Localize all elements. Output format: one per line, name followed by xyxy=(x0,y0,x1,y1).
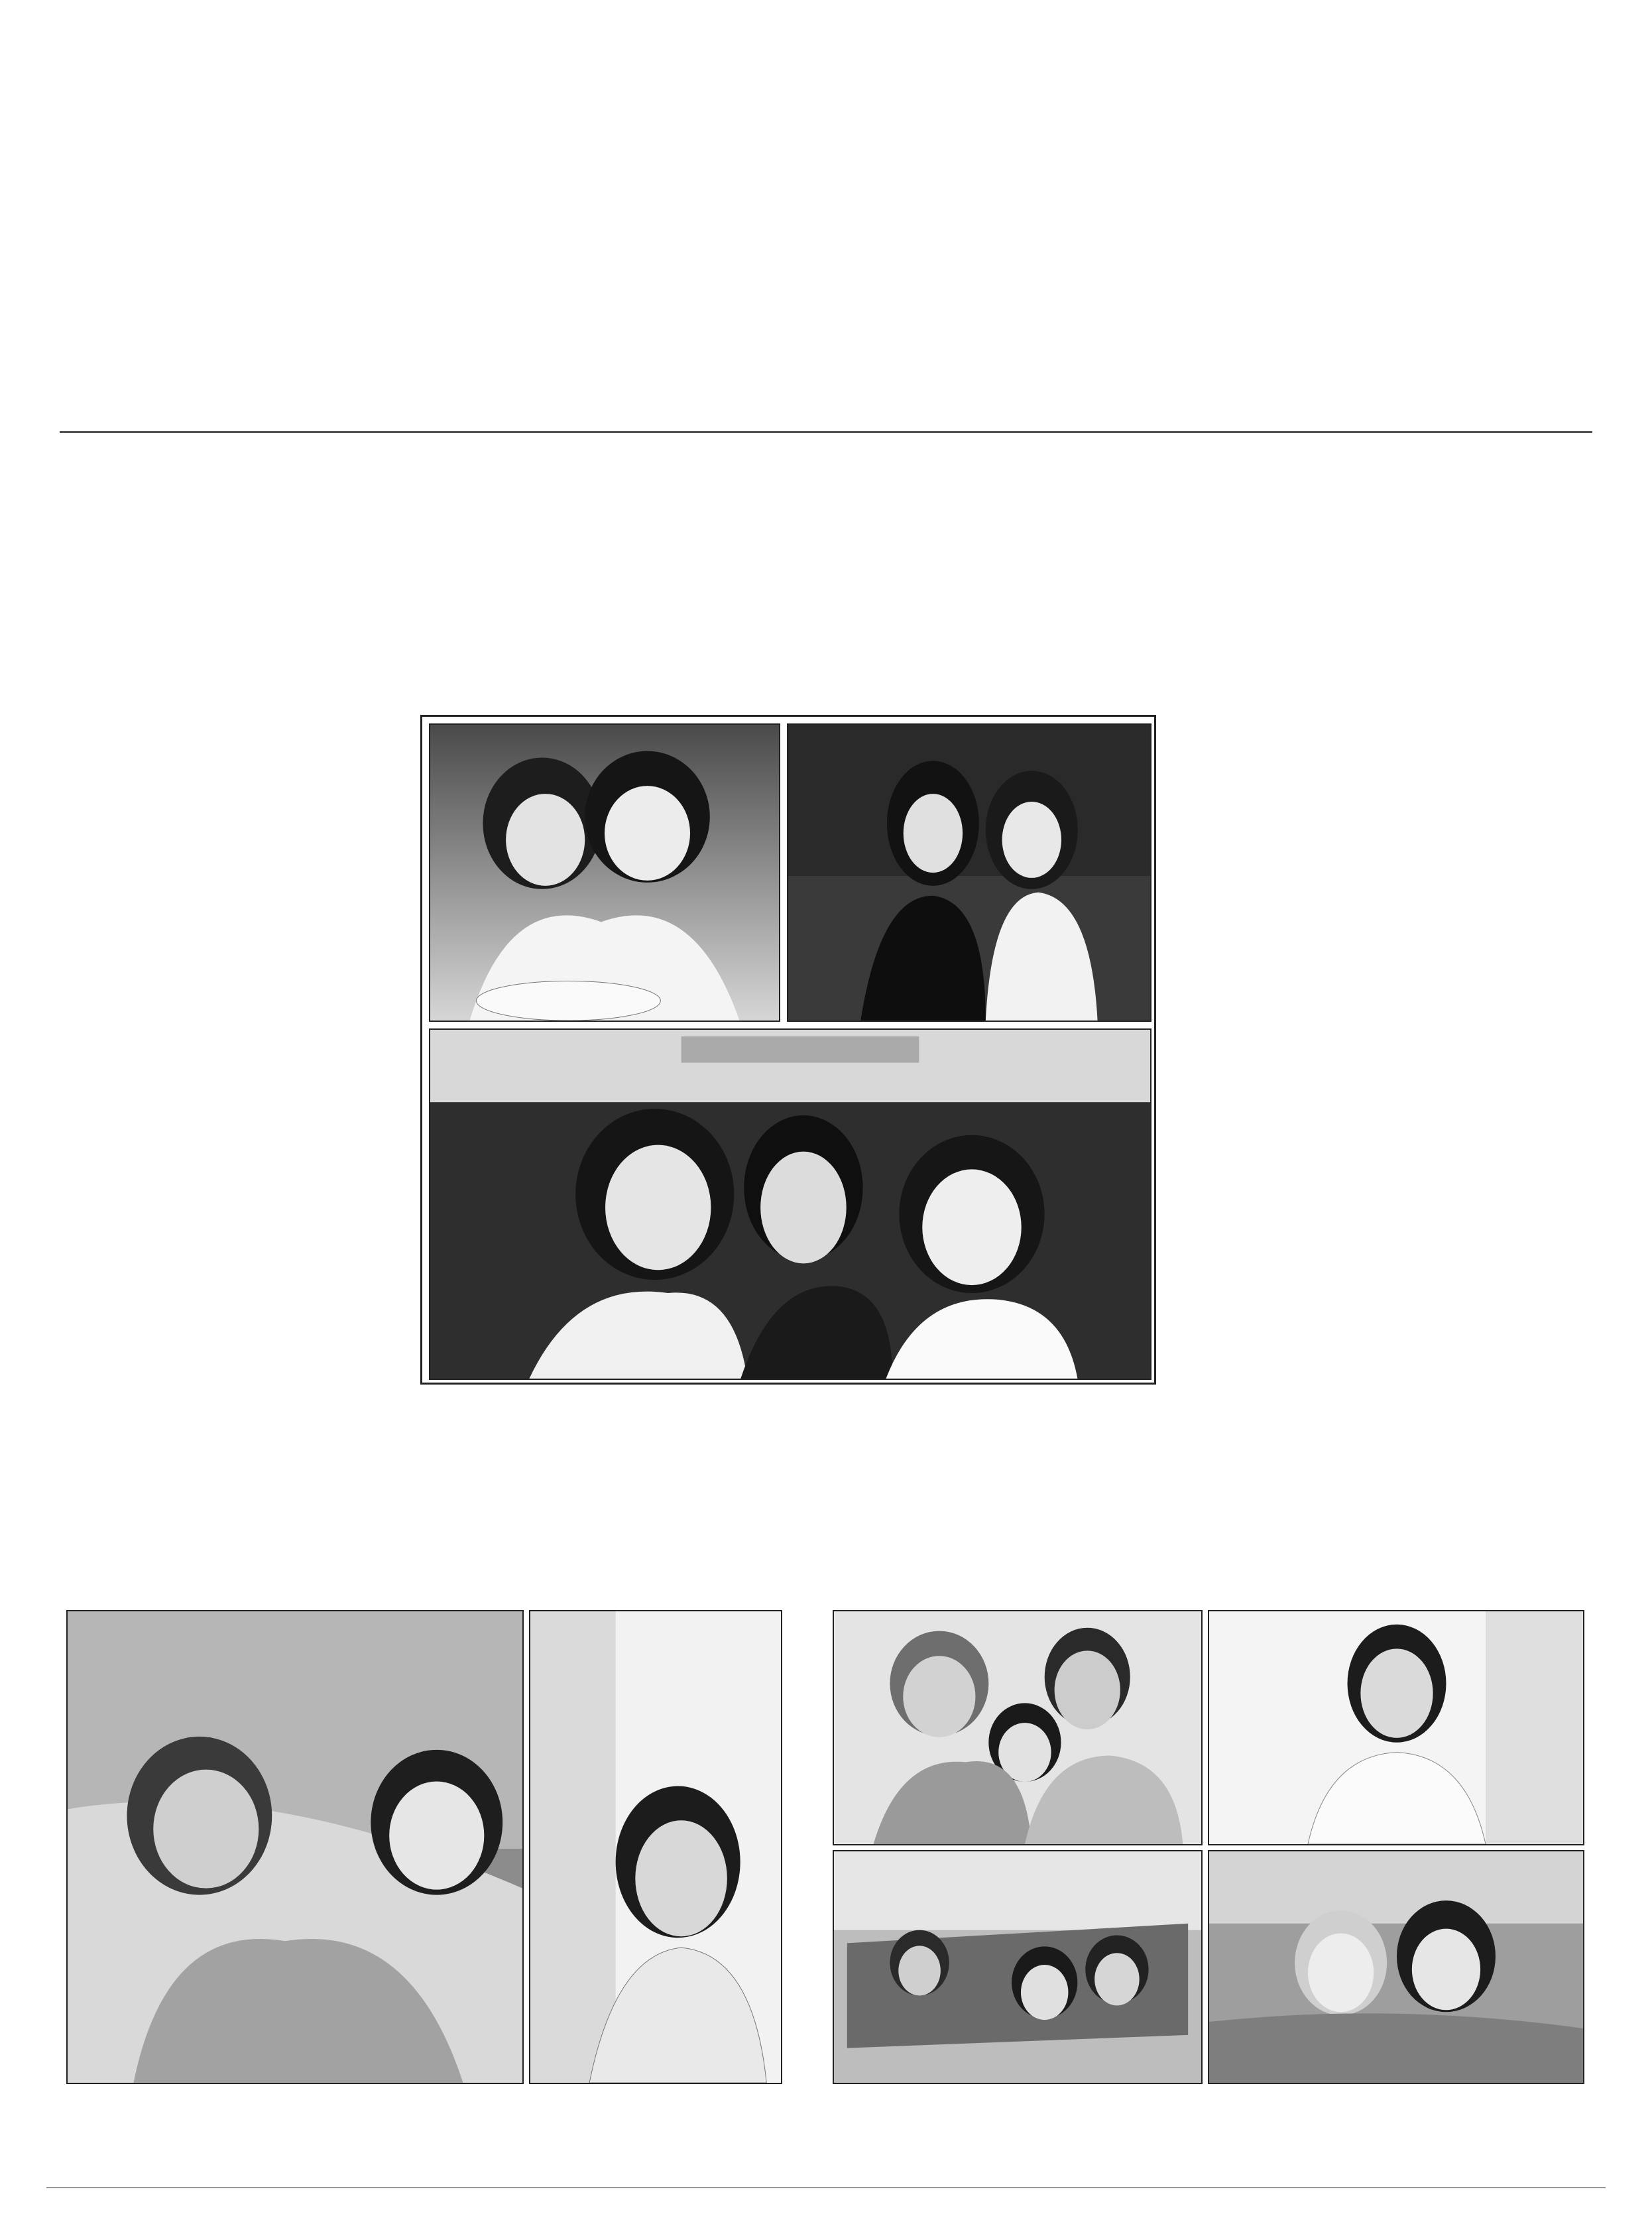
header-divider xyxy=(60,431,1592,433)
photo-two-friends-dinner xyxy=(429,723,780,1022)
photo-three-friends xyxy=(429,1028,1151,1380)
photo-family-on-couch xyxy=(833,1850,1203,2084)
photo-kids-on-towel xyxy=(66,1610,524,2084)
photo-girl-white-shirt xyxy=(1208,1610,1584,1845)
footer-rule xyxy=(46,2187,1606,2188)
photo-two-friends-classroom xyxy=(787,723,1151,1022)
photo-family-portrait xyxy=(833,1610,1203,1845)
photo-collage-frame xyxy=(420,715,1156,1385)
photo-girl-portrait xyxy=(529,1610,782,2084)
photo-two-girls-pool xyxy=(1208,1850,1584,2084)
